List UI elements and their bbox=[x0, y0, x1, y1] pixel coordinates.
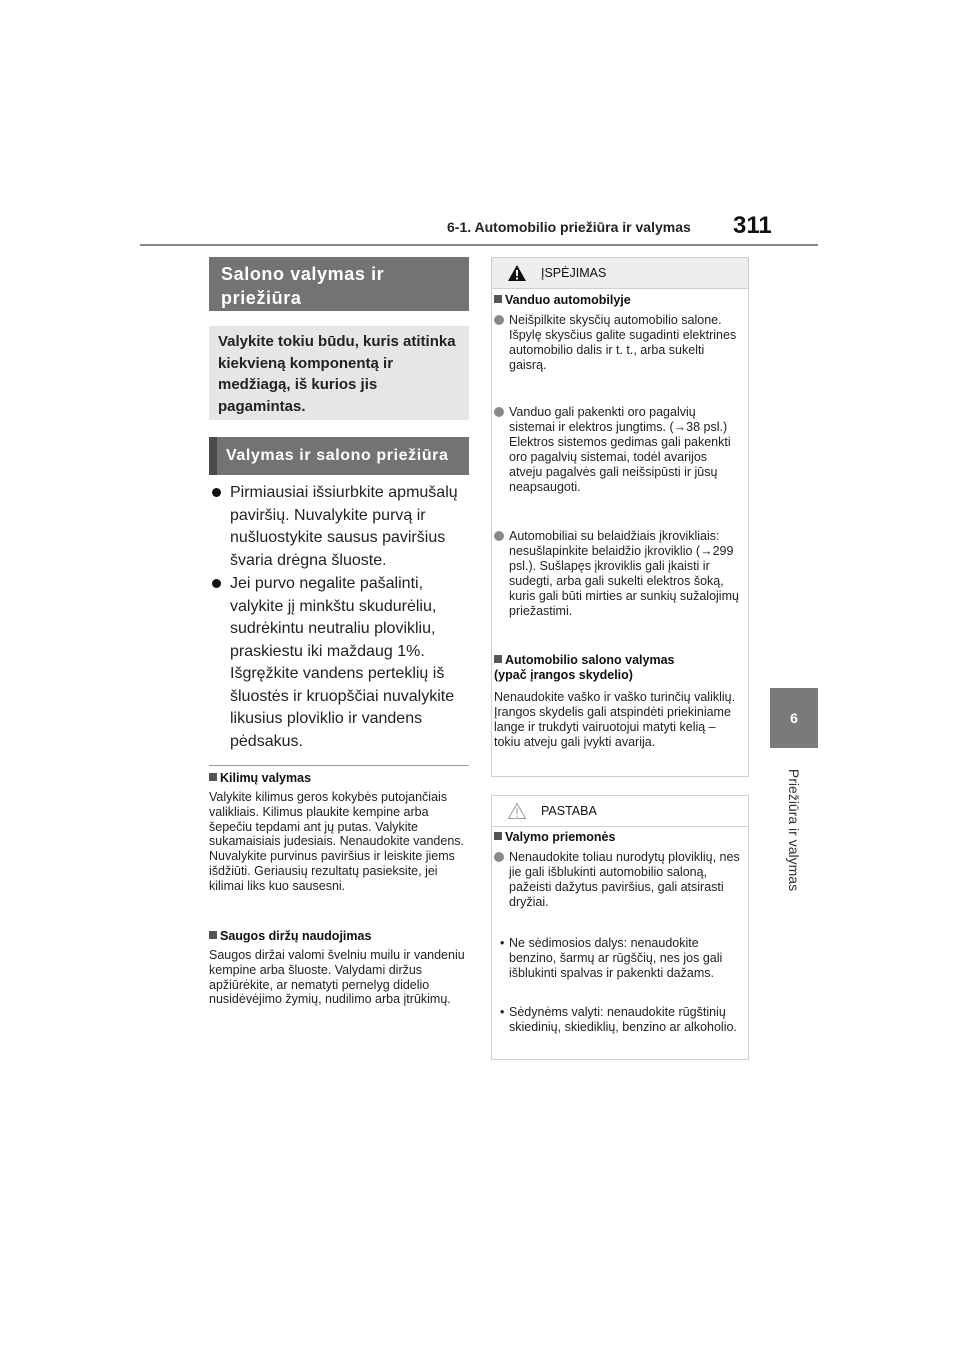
bullet-dot-icon bbox=[494, 852, 504, 862]
warning-item-line: Elektros sistemos gedimas gali pakenkti oro pagalvių sistemai, todėl avarijos atveju pagalvės gali neišsipūsti ir jūsų neapsaugoti. bbox=[509, 435, 731, 494]
sub-title-text: Valymas ir salono priežiūra bbox=[226, 447, 449, 464]
bullet-text: Pirmiausiai išsiurbkite apmušalų paviršių. Nuvalykite purvą ir nušluostykite sausus paviršius švaria drėgna šluoste. bbox=[230, 484, 458, 569]
caution-triangle-icon bbox=[507, 802, 527, 820]
note-heading bbox=[492, 830, 615, 845]
warning-item-line: Neišpilkite skysčių automobilio salone. bbox=[509, 313, 722, 327]
note-header bbox=[492, 796, 748, 827]
warning-item-line: nesušlapinkite belaidžio įkroviklio (→299 psl.). Sušlapęs įkroviklis gali įkaisti ir sudegti, arba gali sukelti elektros šoką, kuris gali būti mirties ar sunkių sužalojimų priežastimi. bbox=[509, 544, 739, 618]
square-bullet-icon bbox=[494, 655, 502, 663]
square-bullet-icon bbox=[209, 773, 217, 781]
bullet-dot-icon bbox=[212, 488, 221, 497]
kilimu-text: Valykite kilimus geros kokybės putojančiais valikliais. Kilimus plaukite kempine arba šepečiu tepdami ant jų putas. Valykite sukamaisiais judesiais. Nenaudokite vandens. Nuvalykite purvinus paviršius ir leiskite jiems išdžiūti. Geriausių rezultatų pasieksite, jei kilimai liks kuo sausesni. bbox=[209, 790, 465, 893]
bullet-dot-icon bbox=[494, 407, 504, 417]
saugos-text: Saugos diržai valomi švelniu muilu ir vandeniu kempine arba šluoste. Valydami diržus apžiūrėkite, ar nematyti pernelyg didelio nusidėvėjimo žymių, nudilimo arba įtrūkimų. bbox=[209, 948, 465, 1007]
chapter-label bbox=[782, 760, 806, 900]
warning-item bbox=[492, 405, 742, 495]
warning-item bbox=[492, 313, 742, 373]
kilimu-heading bbox=[209, 771, 311, 785]
warning-box bbox=[491, 257, 749, 777]
warning-title: ĮSPĖJIMAS bbox=[541, 266, 607, 280]
note-heading-text: Valymo priemonės bbox=[505, 830, 616, 844]
warning-triangle-icon bbox=[507, 264, 527, 282]
bullet-dot-icon bbox=[212, 579, 221, 588]
note-subitem-text: Sėdynėms valyti: nenaudokite rūgštinių skiedinių, skiediklių, benzino ar alkoholio. bbox=[509, 1005, 737, 1034]
bullet-item bbox=[212, 482, 474, 572]
kilimu-heading-text: Kilimų valymas bbox=[220, 771, 312, 785]
warning-header bbox=[492, 258, 748, 289]
note-box bbox=[491, 795, 749, 1060]
bullet-dot-icon bbox=[494, 315, 504, 325]
note-subitem bbox=[492, 936, 742, 981]
warning-item-line: Vanduo gali pakenkti oro pagalvių sistemai ir elektros jungtims. (→38 psl.) bbox=[509, 405, 728, 434]
chapter-tab bbox=[770, 688, 818, 748]
square-bullet-icon bbox=[494, 832, 502, 840]
bullet-text: Jei purvo negalite pašalinti, valykite jį minkštu skudurėliu, sudrėkintu neutraliu plovikliu, praskiestu iki maždaug 1%. Išgręžkite vandens perteklių iš šluostės ir kruopščiai nuvalykite likusius ploviklio ir vandens pėdsakus. bbox=[230, 575, 455, 750]
saugos-heading-text: Saugos diržų naudojimas bbox=[220, 929, 372, 943]
dot-marker: • bbox=[500, 936, 505, 950]
bullet-dot-icon bbox=[494, 531, 504, 541]
warning-item-line: Išpylę skysčius galite sugadinti elektrines automobilio dalis ir t. t., arba sukelti gaisrą. bbox=[509, 328, 737, 372]
main-title: Salono valymas ir priežiūra bbox=[209, 257, 469, 311]
saugos-heading bbox=[209, 929, 371, 943]
warning-item-text bbox=[509, 529, 742, 619]
page-number: 311 bbox=[733, 212, 772, 239]
chapter-label-text: Priežiūra ir valymas bbox=[786, 768, 802, 892]
warning-item-text bbox=[509, 405, 742, 495]
section-divider bbox=[209, 765, 469, 766]
sub-title bbox=[209, 437, 469, 475]
warning-item bbox=[492, 529, 742, 619]
warning-heading-1-text: Vanduo automobilyje bbox=[505, 293, 631, 307]
section-header: 6-1. Automobilio priežiūra ir valymas bbox=[447, 219, 691, 235]
warning-heading-2-sub: (ypač įrangos skydelio) bbox=[494, 668, 633, 682]
warning-item-line: Automobiliai su belaidžiais įkrovikliais: bbox=[509, 529, 720, 543]
dot-marker: • bbox=[500, 1005, 505, 1019]
note-subitem bbox=[492, 1005, 742, 1035]
warning-heading-2-text: Automobilio salono valymas bbox=[505, 653, 675, 667]
warning-item-text bbox=[509, 313, 742, 373]
warning-heading-1 bbox=[492, 293, 631, 308]
chapter-number: 6 bbox=[790, 710, 798, 726]
intro-text: Valykite tokiu būdu, kuris atitinka kiekvieną komponentą ir medžiagą, iš kurios jis pagamintas. bbox=[209, 326, 469, 420]
bullet-item bbox=[212, 573, 474, 753]
square-bullet-icon bbox=[209, 931, 217, 939]
warning-paragraph: Nenaudokite vaško ir vaško turinčių valiklių. Įrangos skydelis gali atspindėti priekiniame lange ir trukdyti vairuotojui matyti kelią – tokiu atveju gali įvykti avarija. bbox=[494, 690, 736, 749]
square-bullet-icon bbox=[494, 295, 502, 303]
note-item bbox=[492, 850, 742, 910]
warning-heading-2 bbox=[492, 653, 674, 683]
header-divider bbox=[140, 244, 818, 246]
note-title: PASTABA bbox=[541, 804, 597, 818]
note-item-text: Nenaudokite toliau nurodytų ploviklių, nes jie gali išblukinti automobilio saloną, pažeisti dažytus paviršius, gali atsirasti dryžiai. bbox=[509, 850, 740, 909]
note-subitem-text: Ne sėdimosios dalys: nenaudokite benzino, šarmų ar rūgščių, nes jos gali išblukinti spalvas ir pakenkti dažams. bbox=[509, 936, 723, 980]
